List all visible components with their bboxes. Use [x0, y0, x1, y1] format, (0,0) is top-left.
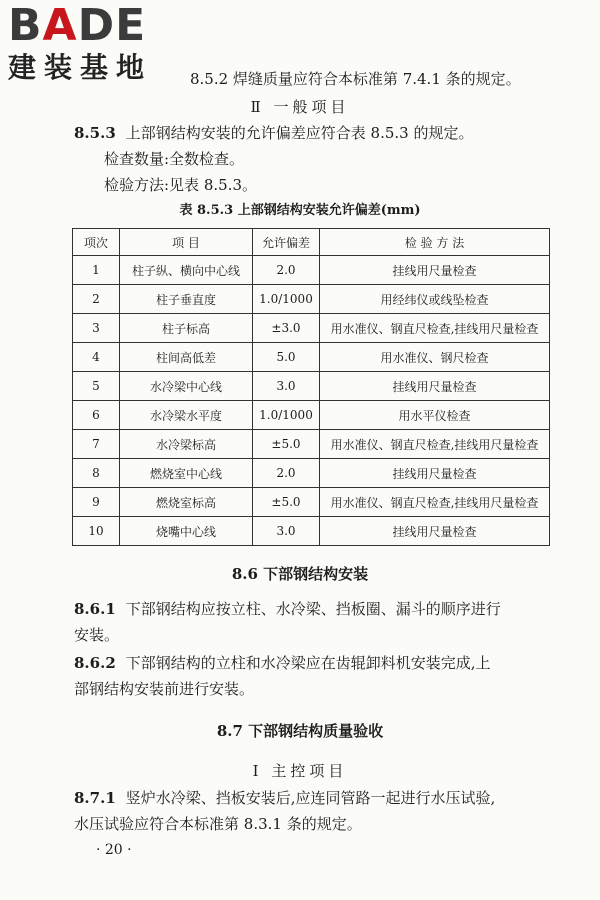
col-method-header: 检 验 方 法: [320, 229, 550, 256]
cell-item: 燃烧室中心线: [120, 459, 253, 488]
cell-item: 柱子标高: [120, 314, 253, 343]
table-row: [73, 285, 550, 314]
cell-item: 烧嘴中心线: [120, 517, 253, 546]
cell-method: 用水准仪、钢尺检查: [320, 343, 550, 372]
page-number: · 20 ·: [96, 842, 132, 858]
cell-tolerance: ±3.0: [253, 314, 320, 343]
col-index-header: 项次: [73, 229, 120, 256]
cell-tolerance: 2.0: [253, 256, 320, 285]
table-row: [73, 256, 550, 285]
cell-method: 挂线用尺量检查: [320, 256, 550, 285]
tolerance-table: [72, 228, 550, 546]
cell-method: 挂线用尺量检查: [320, 459, 550, 488]
clause-number: 8.6.1: [74, 600, 116, 618]
cell-method: 挂线用尺量检查: [320, 517, 550, 546]
cell-tolerance: 1.0/1000: [253, 285, 320, 314]
cell-index: 4: [73, 343, 120, 372]
table-header-row: [73, 229, 550, 256]
logo: [8, 0, 188, 90]
clause-8-6-2-line2: 部钢结构安装前进行安装。: [74, 680, 255, 698]
cell-item: 柱间高低差: [120, 343, 253, 372]
cell-tolerance: 3.0: [253, 517, 320, 546]
cell-index: 6: [73, 401, 120, 430]
clause-text: 下部钢结构应按立柱、水冷梁、挡板圈、漏斗的顺序进行: [125, 600, 501, 618]
logo-mark: [8, 0, 188, 51]
cell-item: 燃烧室标高: [120, 488, 253, 517]
section-main-control-items: Ⅰ 主控项目: [252, 762, 348, 780]
cell-tolerance: 1.0/1000: [253, 401, 320, 430]
cell-item: 柱子纵、横向中心线: [120, 256, 253, 285]
cell-item: 水冷梁标高: [120, 430, 253, 459]
clause-8-6-2-line1: [74, 652, 491, 674]
table-row: [73, 459, 550, 488]
table-body: [73, 256, 550, 546]
cell-index: 5: [73, 372, 120, 401]
clause-text: 下部钢结构的立柱和水冷梁应在齿辊卸料机安装完成,上: [125, 654, 491, 672]
cell-method: 挂线用尺量检查: [320, 372, 550, 401]
clause-8-5-2: 8.5.2 焊缝质量应符合本标准第 7.4.1 条的规定。: [190, 70, 521, 88]
logo-mark-accent: A: [42, 0, 78, 51]
cell-method: 用水准仪、钢直尺检查,挂线用尺量检查: [320, 488, 550, 517]
table-row: [73, 372, 550, 401]
col-tolerance-header: 允许偏差: [253, 229, 320, 256]
inspection-quantity: 检查数量:全数检查。: [104, 150, 245, 168]
cell-index: 8: [73, 459, 120, 488]
table-title: 表 8.5.3 上部钢结构安装允许偏差(mm): [179, 203, 421, 218]
inspection-method: 检验方法:见表 8.5.3。: [104, 176, 257, 194]
clause-number: 8.5.3: [74, 124, 116, 142]
section-8-6-heading: 8.6 下部钢结构安装: [231, 565, 369, 583]
table-row: [73, 343, 550, 372]
cell-item: 柱子垂直度: [120, 285, 253, 314]
cell-index: 2: [73, 285, 120, 314]
table-row: [73, 314, 550, 343]
clause-text: 竖炉水冷梁、挡板安装后,应连同管路一起进行水压试验,: [125, 789, 496, 807]
logo-mark-suffix: DE: [77, 0, 147, 51]
cell-method: 用水准仪、钢直尺检查,挂线用尺量检查: [320, 314, 550, 343]
cell-index: 7: [73, 430, 120, 459]
cell-tolerance: ±5.0: [253, 430, 320, 459]
cell-index: 3: [73, 314, 120, 343]
cell-method: 用水平仪检查: [320, 401, 550, 430]
cell-method: 用水准仪、钢直尺检查,挂线用尺量检查: [320, 430, 550, 459]
table-row: [73, 401, 550, 430]
col-item-header: 项 目: [120, 229, 253, 256]
section-8-7-heading: 8.7 下部钢结构质量验收: [216, 722, 384, 740]
clause-8-7-1-line2: 水压试验应符合本标准第 8.3.1 条的规定。: [74, 815, 362, 833]
clause-8-5-3: [74, 122, 473, 144]
clause-8-7-1-line1: [74, 787, 495, 809]
section-general-items: Ⅱ 一般项目: [250, 98, 350, 116]
logo-mark-prefix: B: [8, 0, 43, 51]
clause-8-6-1-line2: 安装。: [74, 626, 120, 644]
cell-tolerance: 5.0: [253, 343, 320, 372]
cell-index: 10: [73, 517, 120, 546]
cell-item: 水冷梁水平度: [120, 401, 253, 430]
table-row: [73, 488, 550, 517]
cell-index: 9: [73, 488, 120, 517]
table-row: [73, 430, 550, 459]
clause-8-6-1-line1: [74, 598, 501, 620]
clause-number: 8.7.1: [74, 789, 116, 807]
cell-tolerance: 2.0: [253, 459, 320, 488]
table-row: [73, 517, 550, 546]
cell-tolerance: ±5.0: [253, 488, 320, 517]
clause-number: 8.6.2: [74, 654, 116, 672]
cell-tolerance: 3.0: [253, 372, 320, 401]
cell-item: 水冷梁中心线: [120, 372, 253, 401]
clause-text: 上部钢结构安装的允许偏差应符合表 8.5.3 的规定。: [125, 124, 474, 142]
cell-index: 1: [73, 256, 120, 285]
logo-subtitle: 建装基地: [8, 51, 153, 84]
cell-method: 用经纬仪或线坠检查: [320, 285, 550, 314]
